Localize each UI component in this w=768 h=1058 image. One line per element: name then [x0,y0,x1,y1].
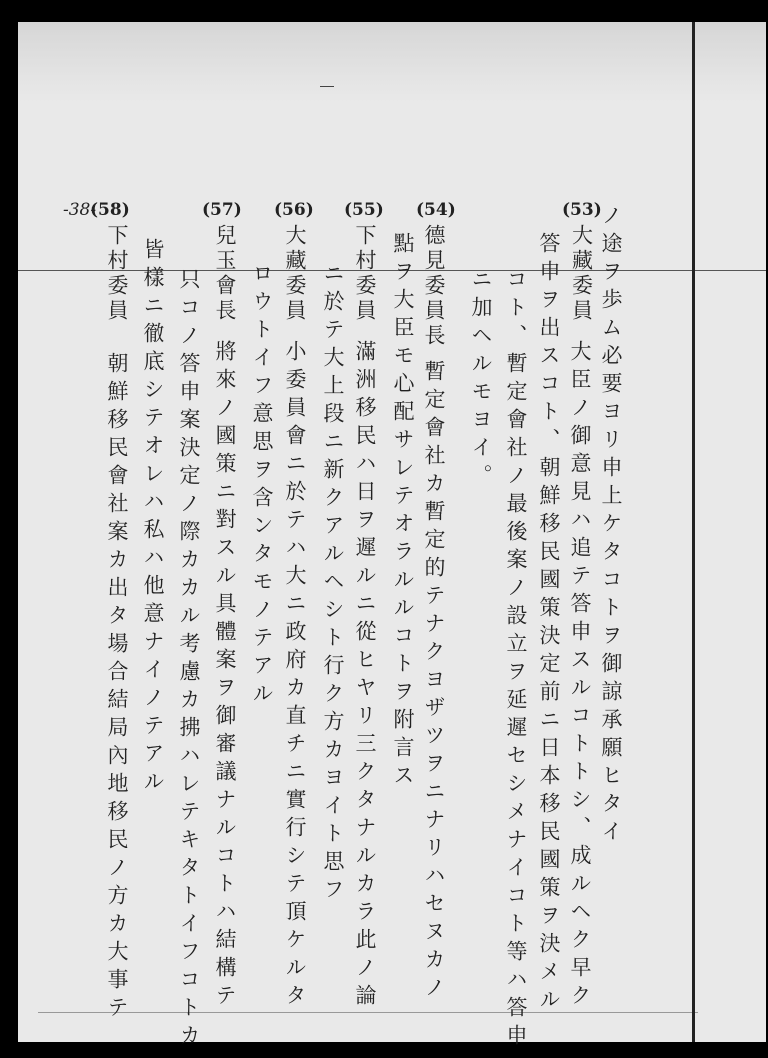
entry-number-53: (53) [562,200,602,220]
text-line-9: ニ於テ大上段ニ新クアルヘシト行ク方カヨイト思フ [321,262,345,906]
speaker-name-57: 兒玉會長 [213,224,237,324]
entry-number-54: (54) [416,200,456,220]
text-line-7: 點ヲ大臣モ心配サレテオラルルコトヲ附言ス [391,232,415,792]
text-line-15: 朝鮮移民會社案カ出タ場合結局內地移民ノ方カ大事テ [105,352,129,1024]
speaker-name-54: 德見委員長 [422,224,446,349]
entry-number-57: (57) [202,200,242,220]
text-line-5: ニ加ヘルモヨイ。 [469,268,493,492]
page-number: -38- [63,200,97,220]
text-line-1: ノ途ヲ歩ム必要ヨリ申上ケタコトヲ御諒承願ヒタイ [599,204,623,848]
speaker-name-56: 大藏委員 [283,224,307,324]
text-line-13: 只コノ答申案決定ノ際カカル考慮カ拂ハレテキタトイフコトカ [177,268,201,1052]
speaker-53 [569,224,593,334]
text-line-4: コト、暫定會社ノ最後案ノ設立ヲ延遲セシメナイコト等ハ答申 [504,268,528,1052]
page-edge-rule [692,22,695,1042]
document-page [18,22,766,1052]
header-dash [320,86,334,87]
bottom-rule [38,1012,698,1013]
speaker-name-55: 下村委員 [353,224,377,324]
speaker-name-58: 下村委員 [105,224,129,324]
text-line-8: 滿洲移民ハ日ヲ遲ルニ從ヒヤリ三クタナルカラ此ノ論 [353,340,377,1012]
scan-top-band [18,22,766,102]
text-line-14: 皆樣ニ徹底シテオレハ私ハ他意ナイノテアル [141,238,165,798]
speaker-name-53: 大藏委員 [569,224,594,324]
entry-number-58: (58) [90,200,130,220]
entry-number-56: (56) [274,200,314,220]
text-line-11: ロウトイフ意思ヲ含ンタモノテアル [250,262,274,710]
text-line-6: 暫定會社カ暫定的テナクヨザツヲニナリハセヌカノ [422,360,446,1004]
text-line-3: 答申ヲ出スコト、朝鮮移民國策決定前ニ日本移民國策ヲ決メル [537,232,561,1016]
text-line-2: 大臣ノ御意見ハ追テ答申スルコトトシ、成ルヘク早ク [568,340,592,1012]
text-line-12: 將來ノ國策ニ對スル具體案ヲ御審議ナルコトハ結構テ [213,340,237,1012]
text-line-10: 小委員會ニ於テハ大ニ政府カ直チニ實行シテ頂ケルタ [283,340,307,1012]
entry-number-55: (55) [344,200,384,220]
